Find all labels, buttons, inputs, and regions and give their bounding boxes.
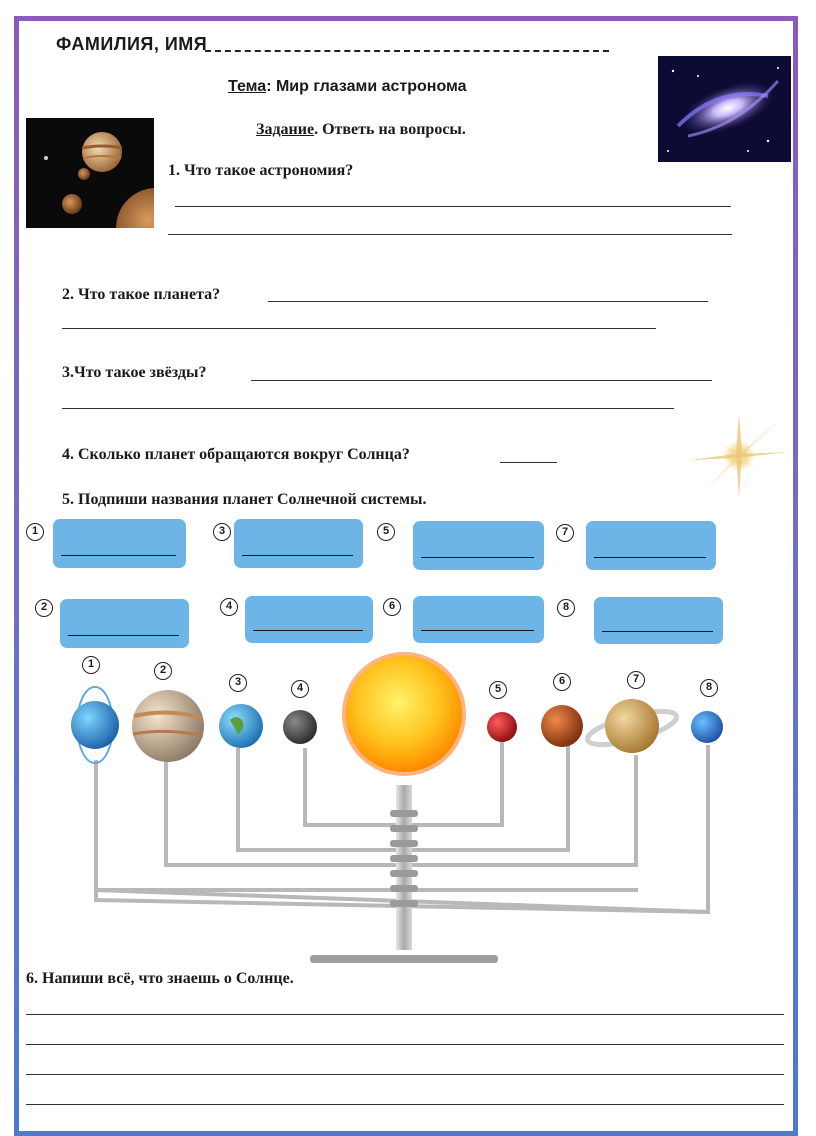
label-number-4: 4 bbox=[220, 598, 238, 616]
question-1: 1. Что такое астрономия? bbox=[168, 162, 354, 179]
theme-line bbox=[228, 78, 467, 96]
label-number-5: 5 bbox=[377, 523, 395, 541]
planet-label-box-5[interactable] bbox=[413, 521, 544, 570]
answer-line-6a[interactable] bbox=[26, 1014, 784, 1015]
galaxy-image bbox=[658, 56, 791, 162]
planet-number-2: 2 bbox=[154, 662, 172, 680]
question-4: 4. Сколько планет обращаются вокруг Солнца? bbox=[62, 446, 410, 463]
answer-line-3a[interactable] bbox=[251, 380, 712, 381]
answer-line-1a[interactable] bbox=[175, 206, 731, 207]
jupiter-moons-image bbox=[26, 118, 154, 228]
planet-label-box-3[interactable] bbox=[234, 519, 363, 568]
planet-label-box-8[interactable] bbox=[594, 597, 723, 644]
question-5: 5. Подпиши названия планет Солнечной системы. bbox=[62, 491, 427, 508]
planet-label-box-4[interactable] bbox=[245, 596, 373, 643]
task-label: Задание bbox=[256, 121, 315, 138]
planet-number-5: 5 bbox=[489, 681, 507, 699]
star-sparkle-icon bbox=[684, 408, 794, 504]
planet-number-4: 4 bbox=[291, 680, 309, 698]
answer-line-6b[interactable] bbox=[26, 1044, 784, 1045]
answer-line-6c[interactable] bbox=[26, 1074, 784, 1075]
solar-system-model bbox=[40, 650, 780, 970]
planet-label-box-1[interactable] bbox=[53, 519, 186, 568]
label-number-7: 7 bbox=[556, 524, 574, 542]
planet-number-6: 6 bbox=[553, 673, 571, 691]
label-number-8: 8 bbox=[557, 599, 575, 617]
task-text: . Ответь на вопросы. bbox=[314, 121, 466, 138]
planet-number-7: 7 bbox=[627, 671, 645, 689]
answer-line-6d[interactable] bbox=[26, 1104, 784, 1105]
label-number-1: 1 bbox=[26, 523, 44, 541]
theme-text: : Мир глазами астронома bbox=[266, 78, 467, 95]
theme-label: Тема bbox=[228, 78, 267, 95]
answer-line-2b[interactable] bbox=[62, 328, 656, 329]
task-line bbox=[256, 121, 466, 139]
label-number-6: 6 bbox=[383, 598, 401, 616]
planet-number-8: 8 bbox=[700, 679, 718, 697]
answer-line-3b[interactable] bbox=[62, 408, 674, 409]
planet-number-3: 3 bbox=[229, 674, 247, 692]
question-3: 3.Что такое звёзды? bbox=[62, 364, 207, 381]
question-2: 2. Что такое планета? bbox=[62, 286, 221, 303]
label-number-3: 3 bbox=[213, 523, 231, 541]
planet-number-1: 1 bbox=[82, 656, 100, 674]
name-field-line[interactable] bbox=[205, 50, 609, 52]
planet-label-box-7[interactable] bbox=[586, 521, 716, 570]
answer-line-2a[interactable] bbox=[268, 301, 708, 302]
answer-line-4[interactable] bbox=[500, 462, 557, 463]
name-label: ФАМИЛИЯ, ИМЯ bbox=[56, 34, 208, 54]
answer-line-1b[interactable] bbox=[168, 234, 732, 235]
planet-label-box-6[interactable] bbox=[413, 596, 544, 643]
planet-label-box-2[interactable] bbox=[60, 599, 189, 648]
question-6: 6. Напиши всё, что знаешь о Солнце. bbox=[26, 970, 294, 987]
label-number-2: 2 bbox=[35, 599, 53, 617]
